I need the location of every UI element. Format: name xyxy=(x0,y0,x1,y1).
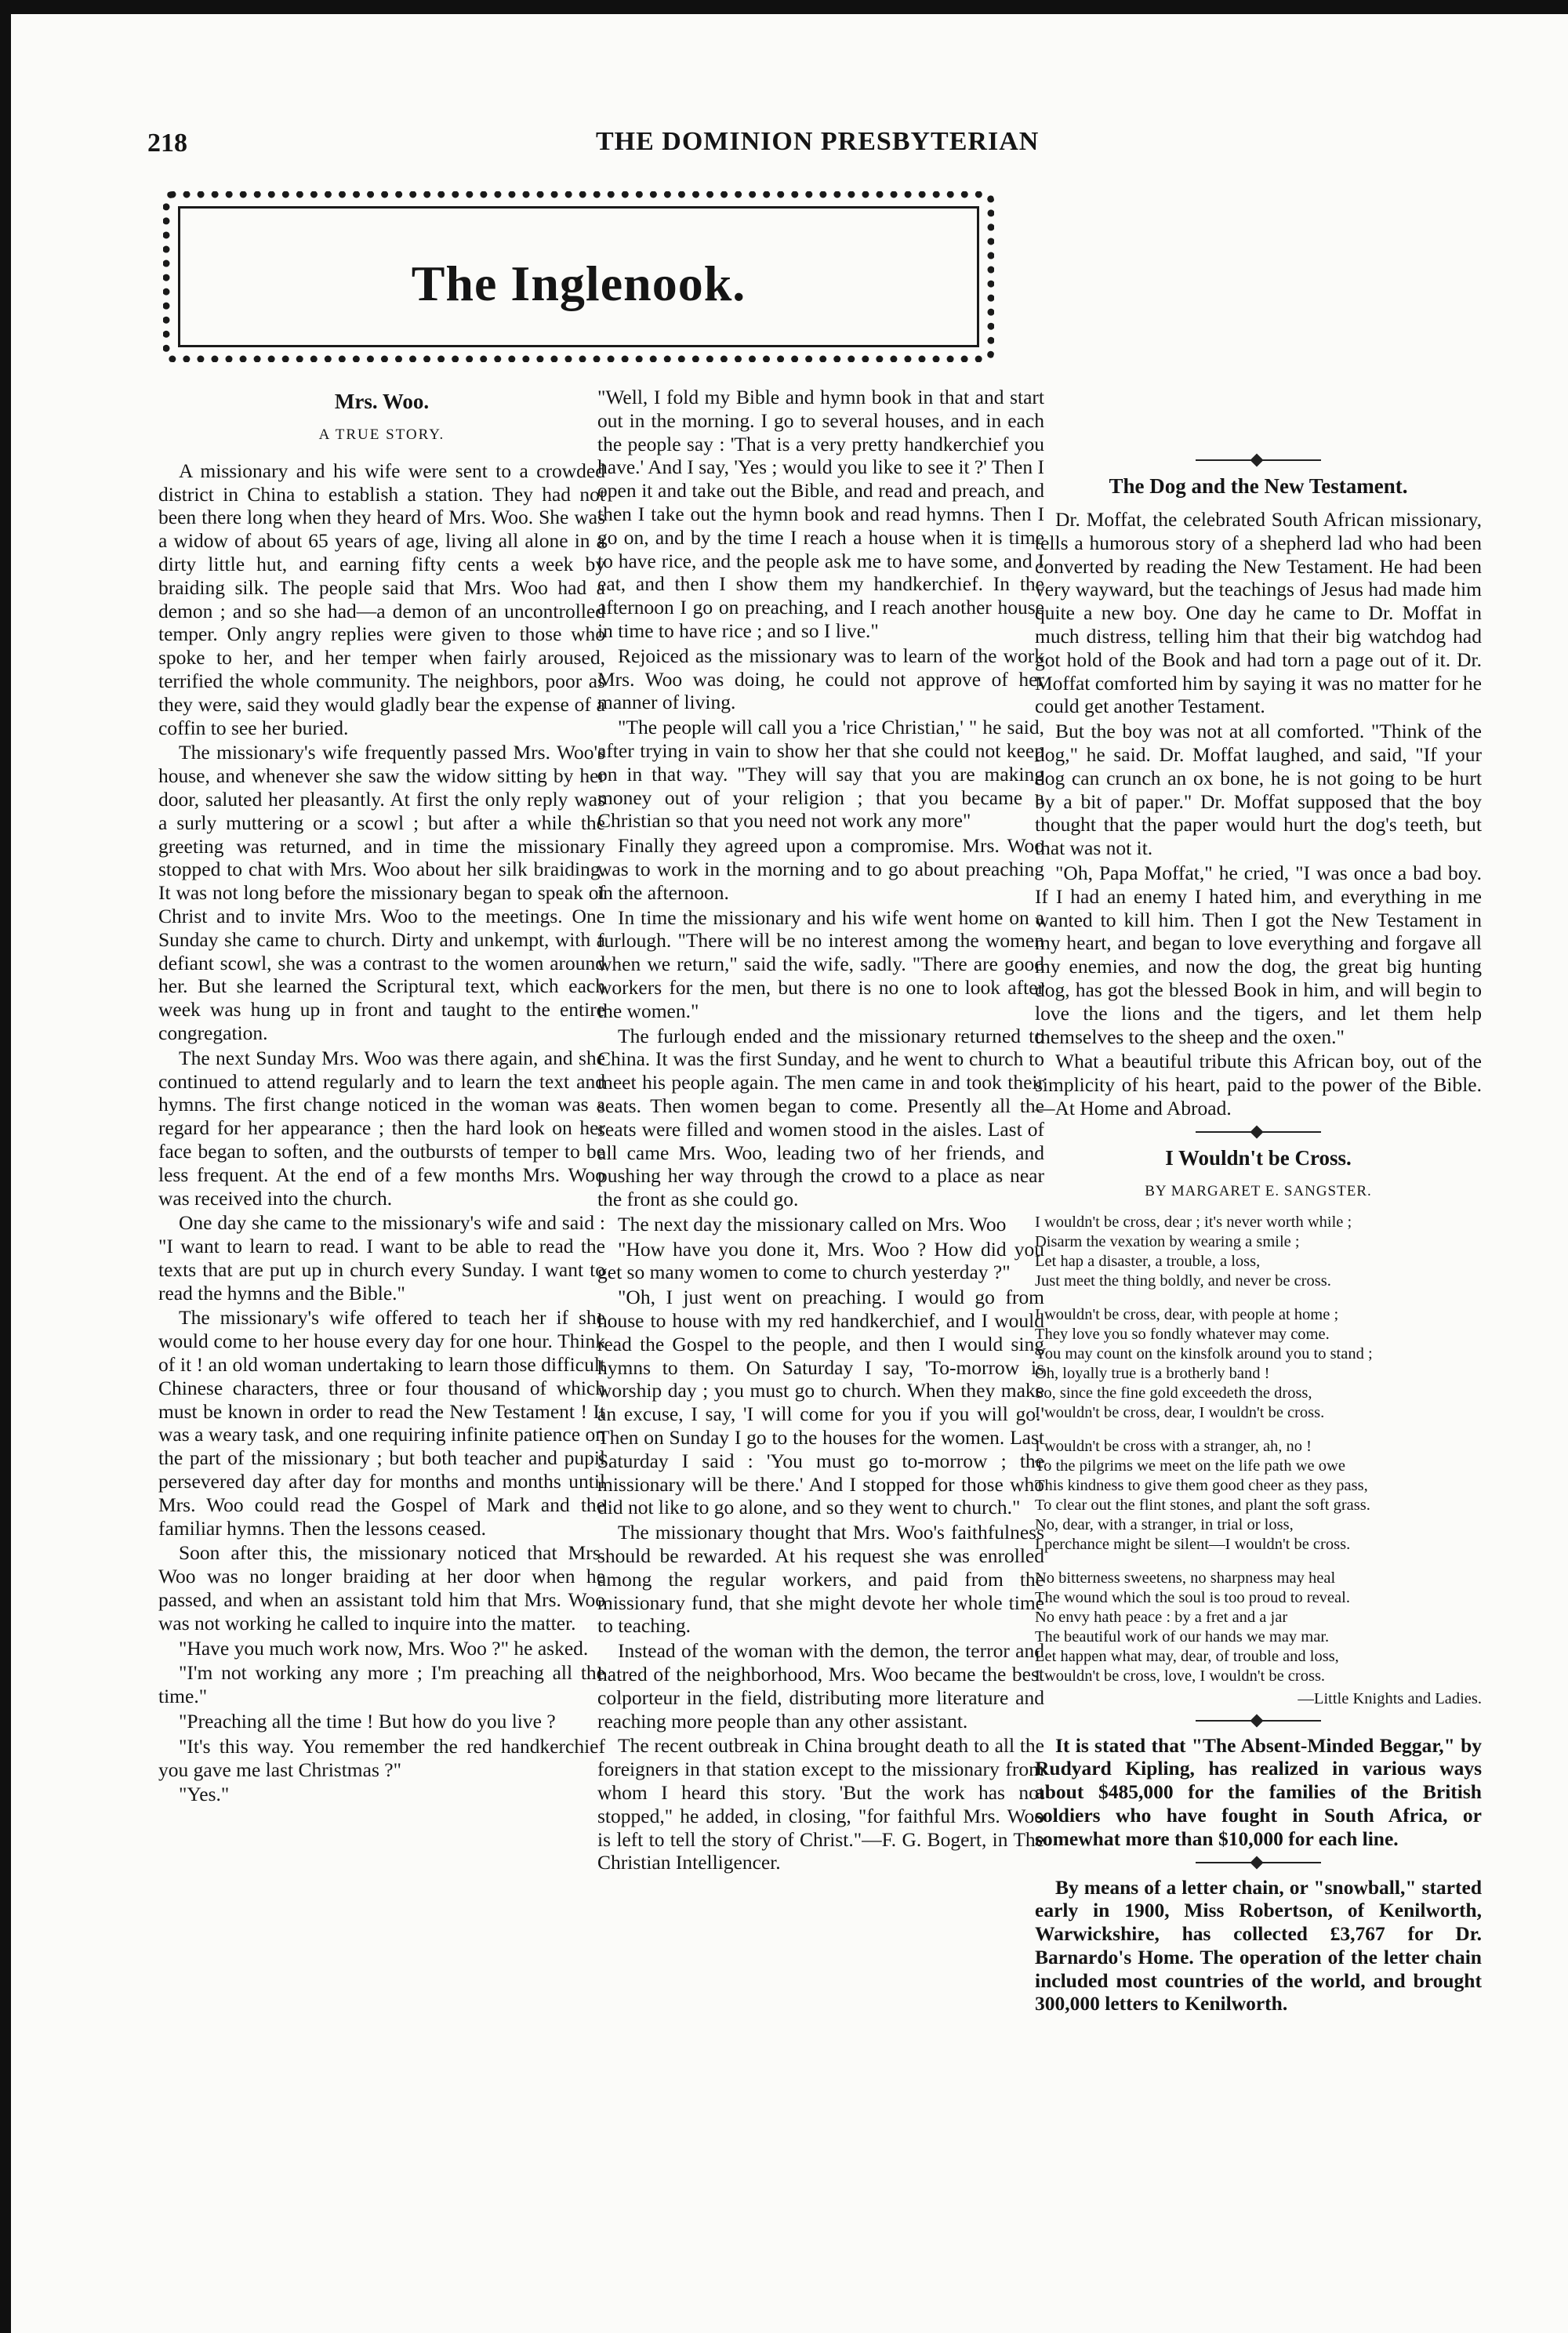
paragraph: "Have you much work now, Mrs. Woo ?" he asked. xyxy=(179,1636,589,1660)
section-divider xyxy=(1196,1862,1321,1863)
paragraph: "Well, I fold my Bible and hymn book in that and start out in the morning. I go to several houses, and in each the people say : 'That is a very pretty handkerchief you have.' And I say, 'Yes ; would you like to see it ?' Then I open it and take out the Bible, and read and preach, and then I take out the hymn book and read hymns. Then I go on, and by the time I reach a house when it is time to have rice, and the people ask me to have some, and I eat, and then I show them my handkerchief. In the afternoon I go on preaching, and I reach another house in time to have rice ; and so I live." xyxy=(597,386,1044,642)
poem-line: No, dear, with a stranger, in trial or loss, xyxy=(1035,1515,1294,1533)
story-subtitle: A TRUE STORY. xyxy=(318,426,445,443)
poem-line: Let hap a disaster, a trouble, a loss, xyxy=(1035,1252,1261,1270)
paragraph: The recent outbreak in China brought death to all the foreigners in that station except to the missionary from whom I heard this story. 'But the work has not stopped," he added, in closing, "for faithful Mrs. Woo is left to tell the story of Christ."—F. G. Bogert, in The Christian Intelligencer. xyxy=(597,1734,1044,1874)
news-note: It is stated that "The Absent-Minded Beggar," by Rudyard Kipling, has realized in various ways about $485,000 for the families of the British soldiers who have fought in South Africa, or somewhat more than $10,000 for each line. xyxy=(1035,1733,1482,1850)
paragraph: What a beautiful tribute this African boy, out of the simplicity of his heart, paid to the power of the Bible.—At Home and Abroad. xyxy=(1035,1050,1482,1119)
paragraph: Finally they agreed upon a compromise. Mrs. Woo was to work in the morning and to go about preaching in the afternoon. xyxy=(597,834,1044,904)
paragraph: "How have you done it, Mrs. Woo ? How did you get so many women to come to church yesterday ?" xyxy=(597,1237,1044,1284)
section-divider xyxy=(1196,459,1321,461)
column-3 xyxy=(1035,187,1482,2017)
scan-border-left xyxy=(0,0,11,2333)
poem-stanza xyxy=(1035,1569,1482,1686)
column-1 xyxy=(158,389,605,1808)
poem-line: I wouldn't be cross with a stranger, ah, no ! xyxy=(1035,1437,1312,1455)
scan-border-top xyxy=(0,0,1568,14)
paragraph: Soon after this, the missionary noticed that Mrs. Woo was no longer braiding at her door when he passed, and when an assistant told him that Mrs. Woo was not working he called to inquire into the matter. xyxy=(158,1541,605,1635)
story-title: Mrs. Woo. xyxy=(334,390,430,413)
poem-line: To the pilgrims we meet on the life path we owe xyxy=(1035,1457,1345,1475)
poem-byline: BY MARGARET E. SANGSTER. xyxy=(1145,1182,1372,1199)
paragraph: But the boy was not at all comforted. "Think of the dog," he said. Dr. Moffat laughed, and said, "If your dog can crunch an ox bone, he is not going to be hurt by a bit of paper." Dr. Moffat supposed that the boy thought that the paper would hurt the dog's teeth, but that was not it. xyxy=(1035,720,1482,860)
paragraph: The furlough ended and the missionary returned to China. It was the first Sunday, and he went to church to meet his people again. The men came in and took their seats. Then women began to come. Presently all the seats were filled and women stood in the aisles. Last of all came Mrs. Woo, leading two of her friends, and pushing her way through the crowd to a place as near the front as she could go. xyxy=(597,1024,1044,1211)
page-number: 218 xyxy=(147,129,187,158)
poem-line: They love you so fondly whatever may come. xyxy=(1035,1325,1330,1343)
poem-line: I wouldn't be cross, dear, I wouldn't be cross. xyxy=(1035,1403,1325,1421)
banner-title: The Inglenook. xyxy=(411,256,746,311)
poem-line: I perchance might be silent—I wouldn't be cross. xyxy=(1035,1535,1351,1553)
paragraph: A missionary and his wife were sent to a crowded district in China to establish a station. They had not been there long when they heard of Mrs. Woo. She was a widow of about 65 years of age, living all alone in a dirty little hut, and earning fifty cents a week by braiding silk. The people said that Mrs. Woo had a demon ; and so she had—a demon of an uncontrolled temper. Only angry replies were given to those who spoke to her, and her temper when fairly aroused, terrified the whole community. The neighbors, poor as they were, said they would gladly bear the expense of a coffin to see her buried. xyxy=(158,459,605,739)
poem-stanza xyxy=(1035,1305,1482,1423)
poem-line: The wound which the soul is too proud to reveal. xyxy=(1035,1588,1350,1606)
poem-line: No envy hath peace : by a fret and a jar xyxy=(1035,1608,1288,1626)
poem-line: I wouldn't be cross, dear, with people at home ; xyxy=(1035,1305,1339,1323)
paragraph: One day she came to the missionary's wife and said : "I want to learn to read. I want to be able to read the texts that are put up in church every Sunday. I want to read the hymns and the Bible." xyxy=(158,1211,605,1304)
paragraph: "Oh, Papa Moffat," he cried, "I was once a bad boy. If I had an enemy I hated him, and everything in me wanted to kill him. Then I got the New Testament in my heart, and began to love everything and forgave all my enemies, and now the dog, the great big hunting dog, has got the blessed Book in him, and will begin to love the lions and the tigers, and let them help themselves to the sheep and the oxen." xyxy=(1035,861,1482,1048)
inglenook-banner xyxy=(163,191,994,362)
poem-line: I wouldn't be cross, dear ; it's never worth while ; xyxy=(1035,1213,1352,1231)
poem-line: This kindness to give them good cheer as they pass, xyxy=(1035,1476,1368,1494)
poem-line: I wouldn't be cross, love, I wouldn't be cross. xyxy=(1035,1667,1326,1685)
paragraph: Dr. Moffat, the celebrated South African missionary, tells a humorous story of a shepherd lad who had been converted by reading the New Testament. He had been very wayward, but the teachings of Jesus had made him quite a new boy. One day he came to Dr. Moffat in much distress, telling him that their big watchdog had got hold of the Book and had torn a page out of it. Dr. Moffat comforted him by saying it was no matter for he could get another Testament. xyxy=(1035,508,1482,718)
section-divider xyxy=(1196,1720,1321,1722)
poem-line: The beautiful work of our hands we may mar. xyxy=(1035,1627,1330,1645)
poem-stanza xyxy=(1035,1213,1482,1291)
paragraph: "Preaching all the time ! But how do you live ? xyxy=(179,1710,556,1733)
poem-line: Oh, loyally true is a brotherly band ! xyxy=(1035,1364,1270,1382)
paragraph: The next day the missionary called on Mrs. Woo xyxy=(618,1212,1007,1235)
paragraph: The missionary's wife offered to teach her if she would come to her house every day for one hour. Think of it ! an old woman undertaking to learn those difficult Chinese characters, three or four thousand of which must be known in order to read the New Testament ! It was a weary task, and one requiring infinite patience on the part of the missionary ; but both teacher and pupil persevered day after day for months and months until Mrs. Woo could read the Gospel of Mark and the familiar hymns. Then the lessons ceased. xyxy=(158,1306,605,1540)
paragraph: Instead of the woman with the demon, the terror and hatred of the neighborhood, Mrs. Woo became the best colporteur in the field, distributing more literature and reaching more people than any other assistant. xyxy=(597,1639,1044,1733)
poem-line: Let happen what may, dear, of trouble and loss, xyxy=(1035,1647,1339,1665)
poem-line: You may count on the kinsfolk around you to stand ; xyxy=(1035,1344,1373,1362)
running-head: THE DOMINION PRESBYTERIAN xyxy=(596,127,1040,156)
paragraph: The next Sunday Mrs. Woo was there again, and she continued to attend regularly and to learn the text and hymns. The first change noticed in the woman was a regard for her appearance ; then the hard look on her face began to soften, and the outbursts of temper to be less frequent. At the end of a few months Mrs. Woo was received into the church. xyxy=(158,1046,605,1210)
paragraph: The missionary thought that Mrs. Woo's faithfulness should be rewarded. At his request she was enrolled among the regular workers, and paid from the missionary fund, that she might devote her whole time to teaching. xyxy=(597,1521,1044,1638)
paragraph: The missionary's wife frequently passed Mrs. Woo's house, and whenever she saw the widow sitting by her door, saluted her pleasantly. At first the only reply was a surly muttering or a scowl ; but after a while the greeting was returned, and in time the missionary stopped to chat with Mrs. Woo about her silk braiding. It was not long before the missionary began to speak of Christ and to invite Mrs. Woo to the meetings. One Sunday she came to church. Dirty and unkempt, with a defiant scowl, she was a contrast to the women around her. But she learned the Scriptural text, which each week was hung up in front and taught to the entire congregation. xyxy=(158,741,605,1044)
paragraph: "I'm not working any more ; I'm preaching all the time." xyxy=(158,1661,605,1708)
poem-line: So, since the fine gold exceedeth the dross, xyxy=(1035,1384,1312,1402)
poem-credit: —Little Knights and Ladies. xyxy=(1298,1689,1482,1707)
paragraph: "The people will call you a 'rice Christian,' " he said, after trying in vain to show her that she could not keep on in that way. "They will say that you are making money out of your religion ; that you became a Christian so that you need not work any more" xyxy=(597,716,1044,833)
paragraph: Rejoiced as the missionary was to learn of the work Mrs. Woo was doing, he could not approve of her manner of living. xyxy=(597,644,1044,714)
section-divider xyxy=(1196,1131,1321,1133)
paragraph: "Yes." xyxy=(179,1783,230,1806)
dog-title: The Dog and the New Testament. xyxy=(1109,474,1408,498)
poem-line: Disarm the vexation by wearing a smile ; xyxy=(1035,1232,1300,1250)
column-2 xyxy=(597,386,1044,1876)
poem xyxy=(1035,1213,1482,1709)
poem-stanza xyxy=(1035,1437,1482,1555)
poem-line: Just meet the thing boldly, and never be cross. xyxy=(1035,1272,1331,1290)
paragraph: In time the missionary and his wife went home on a furlough. "There will be no interest among the women when we return," said the wife, sadly. "There are good workers for the men, but there is no one to look after the women." xyxy=(597,905,1044,1022)
poem-line: To clear out the flint stones, and plant the soft grass. xyxy=(1035,1496,1370,1514)
paragraph: "Oh, I just went on preaching. I would go from house to house with my red handkerchief, and I would read the Gospel to the people, and then I would sing hymns to them. On Saturday I say, 'To-morrow is worship day ; you must go to church. When they make an excuse, I say, 'I will come for you if you will go.' Then on Sunday I go to the houses for the women. Last Saturday I said : 'You must go to-morrow ; the missionary will be there.' And I stopped for those who did not like to go alone, and so they went to church." xyxy=(597,1286,1044,1519)
poem-title: I Wouldn't be Cross. xyxy=(1165,1145,1352,1170)
poem-line: No bitterness sweetens, no sharpness may heal xyxy=(1035,1569,1336,1587)
paragraph: "It's this way. You remember the red handkerchief you gave me last Christmas ?" xyxy=(158,1734,605,1781)
news-note: By means of a letter chain, or "snowball," started early in 1900, Miss Robertson, of Kenilworth, Warwickshire, has collected £3,767 for Dr. Barnardo's Home. The operation of the letter chain included most countries of the world, and brought 300,000 letters to Kenilworth. xyxy=(1035,1875,1482,2016)
